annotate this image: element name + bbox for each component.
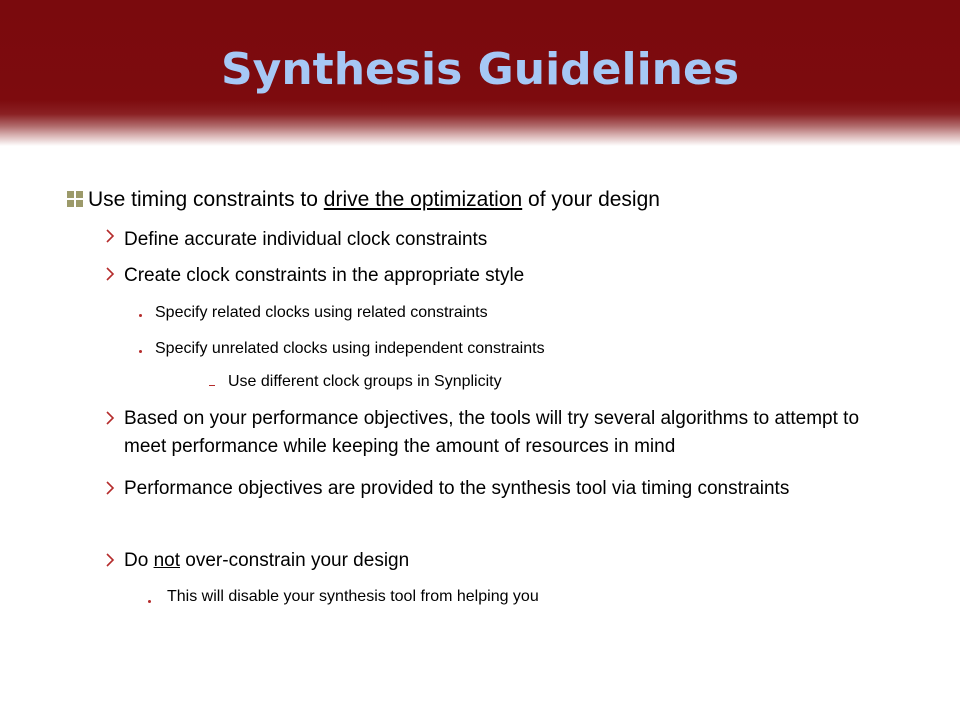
chevron-right-icon — [104, 552, 116, 568]
dash-bullet-icon — [209, 385, 215, 386]
slide-title: Synthesis Guidelines — [220, 44, 740, 95]
bullet-text-after: over-constrain your design — [180, 550, 410, 571]
chevron-right-icon — [104, 266, 116, 282]
bullet-define-clock-constraints: Define accurate individual clock constraints — [124, 229, 488, 250]
bullet-text-after: of your design — [522, 188, 660, 211]
chevron-right-icon — [104, 228, 116, 244]
bullet-performance-algorithms: Based on your performance objectives, the tools will try several algorithms to attempt to meet performance while keeping the amount of resources in mind — [124, 408, 860, 457]
grid-bullet-icon — [67, 191, 83, 207]
dot-bullet-icon — [139, 314, 142, 317]
bullet-create-clock-constraints: Create clock constraints in the appropriate style — [124, 265, 525, 286]
dot-bullet-icon — [139, 350, 142, 353]
bullet-unrelated-clocks: Specify unrelated clocks using independent constraints — [155, 340, 545, 357]
chevron-right-icon — [104, 410, 116, 426]
chevron-right-icon — [104, 480, 116, 496]
bullet-disable-synthesis-tool: This will disable your synthesis tool from helping you — [167, 588, 539, 605]
dot-bullet-icon — [148, 600, 151, 603]
bullet-related-clocks: Specify related clocks using related constraints — [155, 304, 488, 321]
bullet-text-underlined: not — [153, 550, 180, 571]
bullet-text-underlined: drive the optimization — [323, 188, 523, 211]
bullet-performance-objectives: Performance objectives are provided to the synthesis tool via timing constraints — [124, 478, 790, 499]
bullet-timing-constraints — [88, 186, 928, 214]
bullet-text-before: Use timing constraints to — [88, 188, 324, 211]
bullet-do-not-over-constrain — [124, 547, 904, 575]
bullet-text-before: Do — [124, 550, 154, 571]
bullet-clock-groups: Use different clock groups in Synplicity — [228, 373, 502, 390]
